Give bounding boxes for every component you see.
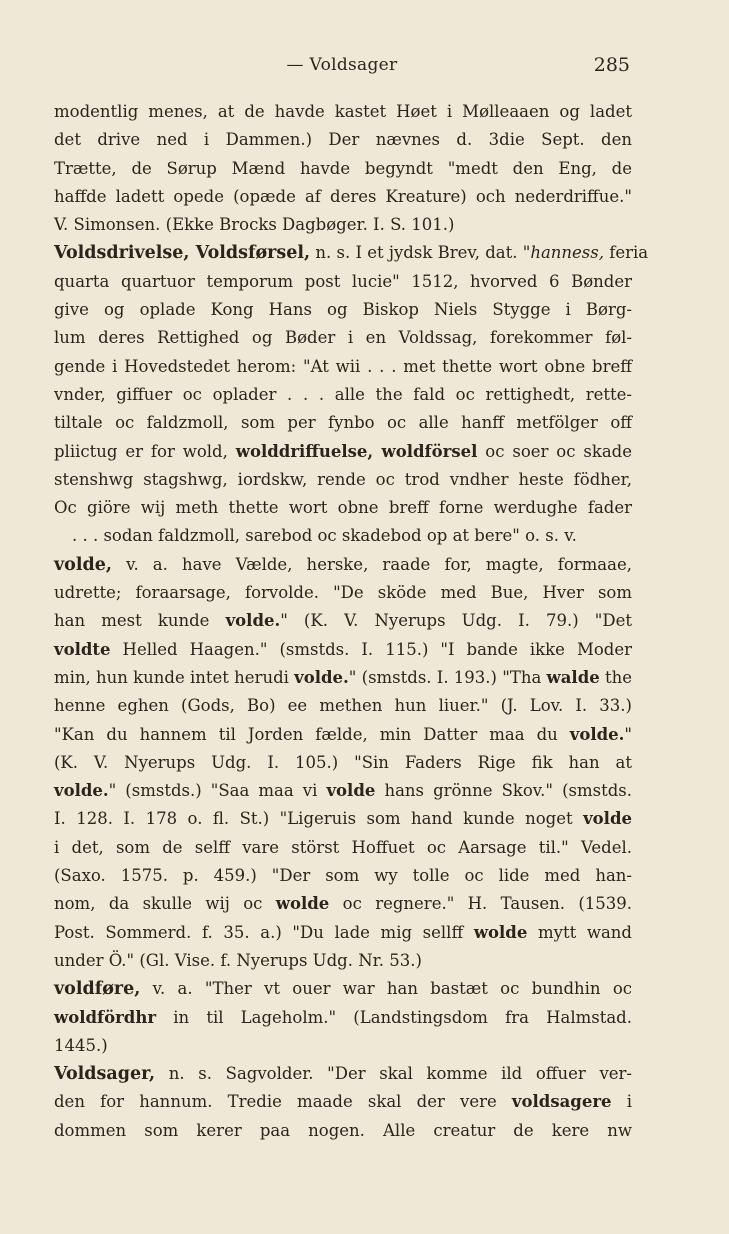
text-segment: (K. V. Nyerups Udg. I. 105.) "Sin Faders Rige fik han at — [54, 752, 632, 772]
text-segment: gende i Hovedstedet herom: "At wii . . . met thette wort obne breff — [54, 356, 632, 376]
text-segment: in til Lageholm." (Landstingsdom fra Halmstad. — [156, 1007, 632, 1027]
text-segment: min, hun kunde intet herudi — [54, 667, 295, 687]
text-line — [54, 466, 632, 494]
text-line — [54, 947, 632, 975]
text-segment: under Ö." (Gl. Vise. f. Nyerups Udg. Nr. 53.) — [54, 950, 422, 970]
text-line — [54, 211, 632, 239]
page-number: 285 — [593, 54, 630, 76]
text-segment: v. a. "Ther vt ouer war han bastæt oc bundhin oc — [140, 979, 632, 999]
text-line — [54, 692, 632, 720]
text-line — [54, 862, 632, 890]
text-line — [54, 296, 632, 324]
keyword: wolde — [473, 922, 528, 942]
running-title: — Voldsager — [286, 55, 398, 75]
text-line — [54, 664, 632, 692]
text-line — [54, 890, 632, 918]
text-line — [54, 551, 632, 579]
text-line — [54, 409, 632, 437]
text-segment: henne eghen (Gods, Bo) ee methen hun liuer." (J. Lov. I. 33.) — [54, 696, 632, 716]
keyword: wolde — [275, 894, 330, 914]
text-segment: stenshwg stagshwg, iordskw, rende oc trod vndher heste födher, — [54, 469, 632, 489]
keyword: voldsagere — [511, 1092, 612, 1112]
keyword: voldte — [54, 639, 111, 659]
keyword: volde — [326, 781, 376, 801]
text-segment: mytt wand — [527, 922, 632, 942]
text-segment: 1445.) — [54, 1035, 108, 1055]
text-line — [54, 1060, 632, 1088]
text-segment: hans grönne Skov." (smstds. — [375, 781, 632, 801]
text-line — [54, 381, 632, 409]
text-line — [54, 805, 632, 833]
text-segment: han mest kunde — [54, 611, 226, 631]
text-segment: feria — [603, 243, 649, 263]
keyword: volde. — [54, 781, 109, 801]
text-segment: lum deres Rettighed og Bøder i en Voldssag, forekommer føl- — [54, 328, 632, 348]
text-segment: n. s. I et jydsk Brev, dat. " — [310, 243, 531, 263]
text-line — [54, 749, 632, 777]
text-segment: Post. Sommerd. f. 35. a.) "Du lade mig sellff — [54, 922, 474, 942]
text-line — [54, 353, 632, 381]
dictionary-text — [54, 98, 649, 1145]
text-line — [54, 607, 632, 635]
text-segment: udrette; foraarsage, forvolde. "De sköde med Bue, Hver som — [54, 583, 632, 603]
text-segment: Helled Haagen." (smstds. I. 115.) "I bande ikke Moder — [110, 639, 632, 659]
text-segment: v. a. have Vælde, herske, raade for, magte, formaae, — [111, 554, 632, 574]
text-line — [54, 438, 632, 466]
headword: Voldsager, — [54, 1064, 156, 1085]
text-segment: n. s. Sagvolder. "Der skal komme ild offuer ver- — [155, 1064, 632, 1084]
text-segment: haffde ladett opede (opæde af deres Kreature) och nederdriffue." — [54, 186, 632, 206]
text-segment: "Kan du hannem til Jorden fælde, min Datter maa du — [54, 724, 570, 744]
text-segment: i det, som de selff vare störst Hoffuet oc Aarsage til." Vedel. — [54, 837, 632, 857]
headword: voldføre, — [54, 979, 141, 1000]
text-line — [54, 98, 632, 126]
text-segment: quarta quartuor temporum post lucie" 1512, hvorved 6 Bønder — [54, 271, 632, 291]
text-line — [54, 1004, 632, 1032]
text-line — [54, 268, 632, 296]
text-segment: oc soer oc skade — [477, 441, 633, 461]
text-line — [54, 777, 632, 805]
text-segment: modentlig menes, at de havde kastet Høet i Mølleaaen og ladet — [54, 102, 632, 121]
text-line — [54, 126, 632, 154]
text-segment: tiltale oc faldzmoll, som per fynbo oc alle hanff metfölger off — [54, 413, 632, 433]
text-segment: oc regnere." H. Tausen. (1539. — [329, 894, 632, 914]
text-line — [54, 975, 632, 1003]
text-segment: dommen som kerer paa nogen. Alle creatur de kere nw — [54, 1120, 632, 1140]
keyword: woldfördhr — [54, 1007, 157, 1027]
text-segment: vnder, giffuer oc oplader . . . alle the fald oc rettighedt, rette- — [54, 384, 632, 404]
text-line — [54, 522, 632, 550]
text-segment: " (K. V. Nyerups Udg. I. 79.) "Det — [280, 611, 632, 631]
headword: Voldsdrivelse, Voldsførsel, — [54, 243, 311, 264]
keyword: wolddriffuelse, woldförsel — [235, 441, 478, 461]
headword: volde, — [54, 554, 112, 575]
text-segment: hanness, — [530, 243, 604, 263]
text-line — [54, 239, 649, 267]
text-line — [54, 1117, 632, 1145]
text-line — [54, 919, 632, 947]
keyword: volde. — [294, 667, 349, 687]
text-segment: pliictug er for wold, — [54, 441, 236, 461]
text-segment: I. 128. I. 178 o. fl. St.) "Ligeruis som hand kunde noget — [54, 809, 584, 829]
text-line — [54, 324, 632, 352]
text-segment: (Saxo. 1575. p. 459.) "Der som wy tolle oc lide med han- — [54, 866, 632, 886]
text-segment: . . . sodan faldzmoll, sarebod oc skadebod op at bere" o. s. v. — [72, 526, 577, 546]
text-segment: " — [624, 724, 632, 744]
text-segment: V. Simonsen. (Ekke Brocks Dagbøger. I. S. 101.) — [54, 215, 455, 235]
keyword: volde. — [569, 724, 625, 744]
text-segment: den for hannum. Tredie maade skal der vere — [54, 1092, 512, 1112]
text-line — [54, 1032, 632, 1060]
text-line — [54, 1088, 632, 1116]
text-line — [54, 579, 632, 607]
text-line — [54, 721, 632, 749]
keyword: volde. — [225, 611, 281, 631]
text-segment: the — [599, 667, 633, 687]
text-line — [54, 183, 632, 211]
keyword: walde — [546, 667, 600, 687]
text-segment: give og oplade Kong Hans og Biskop Niels Stygge i Børg- — [54, 300, 632, 320]
keyword: volde — [583, 809, 632, 829]
text-line — [54, 155, 632, 183]
text-line — [54, 636, 632, 664]
text-segment: nom, da skulle wij oc — [54, 894, 276, 914]
text-line — [54, 494, 632, 522]
text-line — [54, 834, 632, 862]
text-segment: det drive ned i Dammen.) Der nævnes d. 3die Sept. den — [54, 130, 632, 150]
running-head — [54, 52, 630, 82]
text-segment: " (smstds.) "Saa maa vi — [108, 781, 327, 801]
text-segment: i — [611, 1092, 632, 1112]
text-segment: " (smstds. I. 193.) "Tha — [348, 667, 547, 687]
text-segment: Trætte, de Sørup Mænd havde begyndt "medt den Eng, de — [54, 158, 632, 178]
text-segment: Oc giöre wij meth thette wort obne breff forne werdughe fader — [54, 498, 632, 518]
